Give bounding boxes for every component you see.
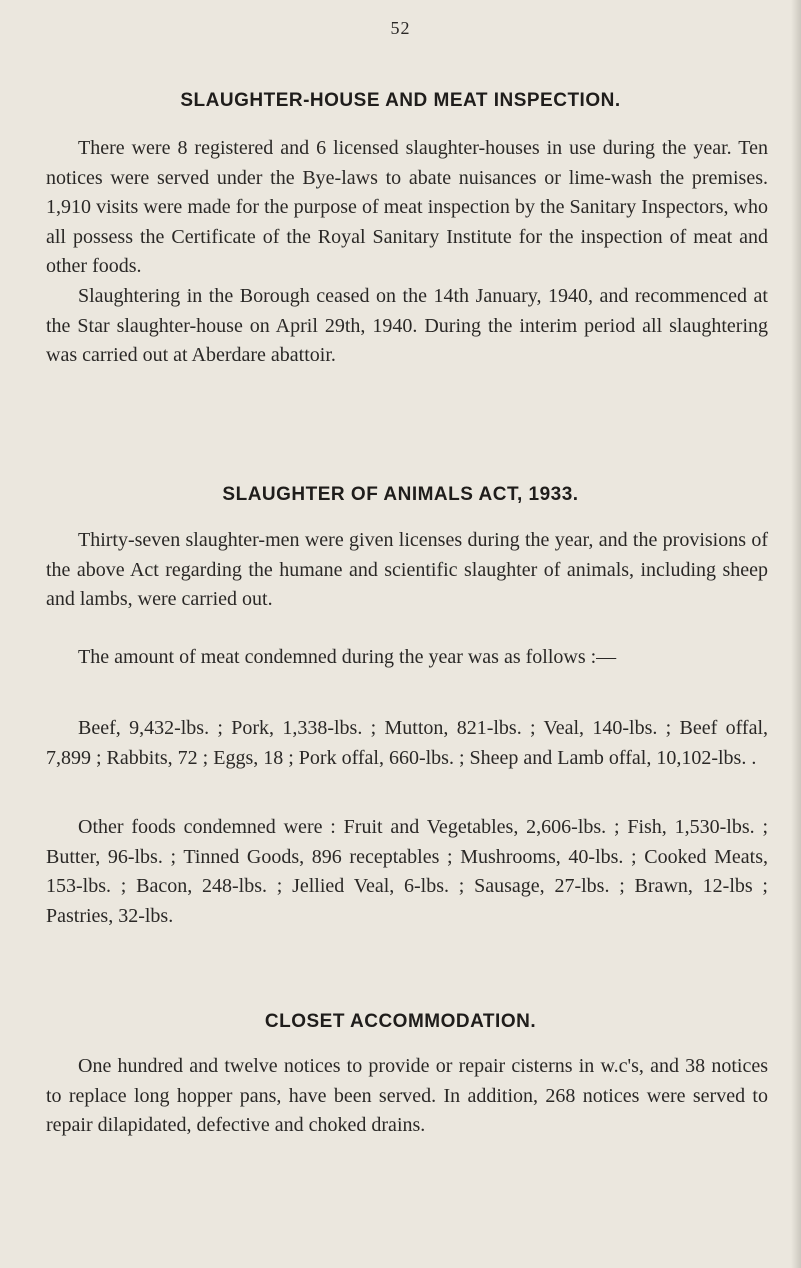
paragraph-other-foods-condemned	[46, 813, 768, 931]
paragraph-text: Other foods condemned were : Fruit and Vegetables, 2,606-lbs. ; Fish, 1,530-lbs. ; Butter, 96-lbs. ; Tinned Goods, 896 receptables ; Mushrooms, 40-lbs. ; Cooked Meats, 153-lbs. ; Bacon, 248-lbs. ; Jellied Veal, 6-lbs. ; Sausage, 27-lbs. ; Brawn, 12-lbs ; Pastries, 32-lbs.	[46, 816, 768, 927]
paragraph-text: Thirty-seven slaughter-men were given licenses during the year, and the provisions of the above Act regarding the humane and scientific slaughter of animals, including sheep and lambs, were carried out.	[46, 529, 768, 610]
paragraph-closet-notices	[46, 1052, 768, 1141]
paragraph-slaughter-men	[46, 526, 768, 615]
paragraph-text: One hundred and twelve notices to provide or repair cisterns in w.c's, and 38 notices to replace long hopper pans, have been served. In addition, 268 notices were served to repair dilapidated, defective and choked drains.	[46, 1055, 768, 1136]
paragraph-slaughtering-ceased	[46, 282, 768, 371]
section-heading-closet: CLOSET ACCOMMODATION.	[264, 1011, 537, 1032]
paragraph-text: Beef, 9,432-lbs. ; Pork, 1,338-lbs. ; Mutton, 821-lbs. ; Veal, 140-lbs. ; Beef offal, 7,899 ; Rabbits, 72 ; Eggs, 18 ; Pork offal, 660-lbs. ; Sheep and Lamb offal, 10,102-lbs. .	[46, 717, 768, 769]
page-number: 52	[390, 18, 411, 38]
paragraph-text: There were 8 registered and 6 licensed slaughter-houses in use during the year. Ten notices were served under the Bye-laws to abate nuisances or lime-wash the premises. 1,910 visits were made for the purpose of meat inspection by the Sanitary Inspectors, who all possess the Certificate of the Royal Sanitary Institute for the inspection of meat and other foods.	[46, 137, 768, 277]
paragraph-slaughterhouse-intro	[46, 134, 768, 282]
paragraph-meat-condemned-intro	[46, 643, 768, 673]
paragraph-text: Slaughtering in the Borough ceased on the 14th January, 1940, and recommenced at the Star slaughter-house on April 29th, 1940. During the interim period all slaughtering was carried out at Aberdare abattoir.	[46, 285, 768, 366]
page-edge-shadow	[791, 0, 801, 1268]
section-heading-animals-act: SLAUGHTER OF ANIMALS ACT, 1933.	[222, 484, 579, 505]
paragraph-text: The amount of meat condemned during the year was as follows :—	[78, 646, 617, 668]
paragraph-meat-condemned-list	[46, 714, 768, 773]
section-heading-slaughterhouse: SLAUGHTER-HOUSE AND MEAT INSPECTION.	[180, 90, 621, 111]
